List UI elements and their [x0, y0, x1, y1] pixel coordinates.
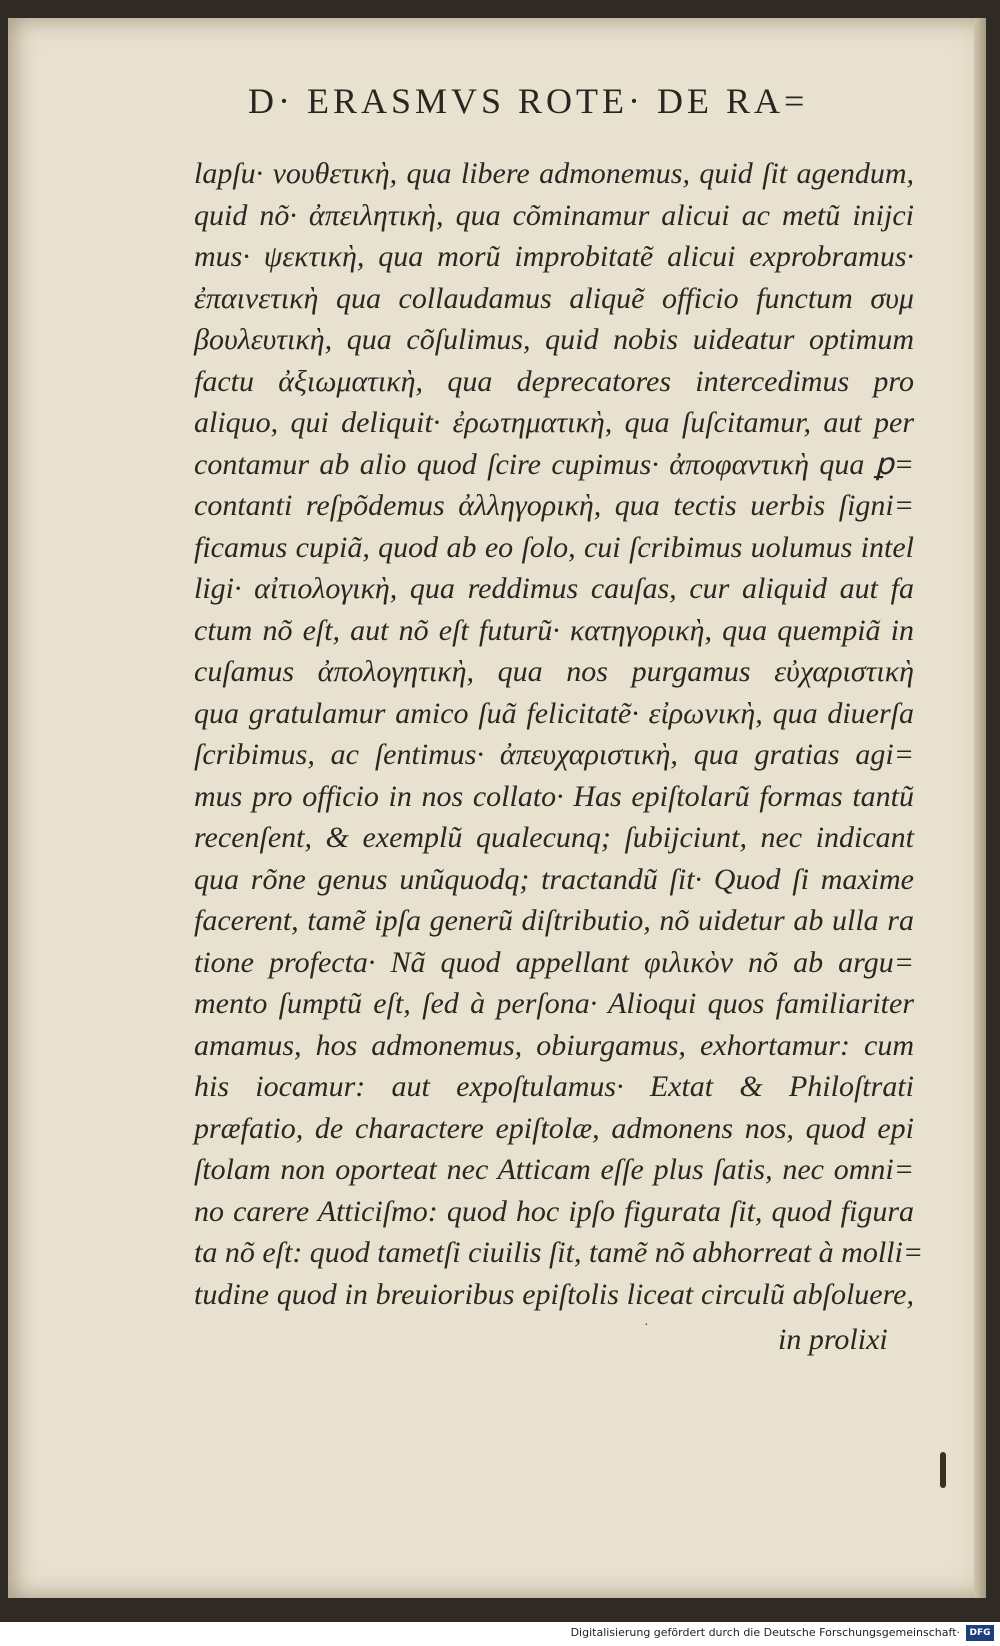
- footer-bar: [0, 1622, 1000, 1646]
- text-block: [194, 153, 924, 1315]
- text-line: βουλευτικὴ, qua cõſulimus, quid nobis uideatur optimum: [194, 323, 914, 356]
- text-line: tione profecta· Nã quod appellant φιλικὸν nõ ab argu=: [194, 945, 914, 979]
- margin-mark: [940, 1452, 946, 1488]
- catchword: in prolixi: [778, 1323, 888, 1356]
- text-line: ficamus cupiã, quod ab eo ſolo, cui ſcribimus uolumus intel: [194, 530, 914, 564]
- text-line: cuſamus ἀπολογητικὴ, qua nos purgamus εὐχαριστικὴ: [194, 655, 914, 688]
- text-line: tudine quod in breuioribus epiſtolis liceat circulũ abſoluere,: [194, 1277, 914, 1311]
- text-line: amamus, hos admonemus, obiurgamus, exhortamur: cum: [194, 1028, 914, 1062]
- text-line: facerent, tamẽ ipſa generũ diſtributio, nõ uidetur ab ulla ra: [194, 904, 914, 937]
- text-line: his iocamur: aut expoſtulamus· Extat & Philoſtrati: [194, 1070, 914, 1103]
- text-line: ta nõ eſt: quod tametſi ciuilis ſit, tamẽ nõ abhorreat à molli=: [194, 1236, 924, 1269]
- page-edge: [974, 18, 986, 1598]
- running-head: D· ERASMVS ROTE· DE RA=: [248, 81, 809, 121]
- text-line: qua gratulamur amico ſuã felicitatẽ· εἰρωνικὴ, qua diuerſa: [194, 696, 914, 730]
- book-page: [8, 18, 986, 1598]
- text-line: lapſu· νουθετικὴ, qua libere admonemus, quid ſit agendum,: [194, 157, 914, 190]
- text-line: contamur ab alio quod ſcire cupimus· ἀποφαντικὴ qua ꝑ=: [194, 447, 914, 481]
- text-line: mento ſumptũ eſt, ſed à perſona· Alioqui quos familiariter: [194, 987, 914, 1020]
- text-line: ſcribimus, ac ſentimus· ἀπευχαριστικὴ, qua gratias agi=: [194, 738, 914, 771]
- text-line: contanti reſpõdemus ἀλληγορικὴ, qua tectis uerbis ſigni=: [194, 489, 914, 522]
- text-line: qua rõne genus unũquodq; tractandũ ſit· Quod ſi maxime: [194, 862, 914, 896]
- text-line: præfatio, de charactere epiſtolæ, admonens nos, quod epi: [194, 1111, 914, 1145]
- text-line: aliquo, qui deliquit· ἐρωτηματικὴ, qua ſuſcitamur, aut per: [194, 406, 914, 439]
- text-line: ctum nõ eſt, aut nõ eſt futurũ· κατηγορικὴ, qua quempiã in: [194, 613, 914, 647]
- signature-mark: ·: [644, 1318, 649, 1333]
- text-line: mus pro officio in nos collato· Has epiſtolarũ formas tantũ: [194, 779, 914, 813]
- text-line: ſtolam non oporteat nec Atticam eſſe plus ſatis, nec omni=: [194, 1153, 914, 1186]
- text-line: ligi· αἰτιολογικὴ, qua reddimus cauſas, cur aliquid aut fa: [194, 572, 914, 605]
- text-line: factu ἀξιωματικὴ, qua deprecatores intercedimus pro: [194, 364, 914, 398]
- text-line: recenſent, & exemplũ qualecunq; ſubijciunt, nec indicant: [194, 821, 914, 854]
- dfg-logo: DFG: [966, 1625, 994, 1641]
- text-line: ἐπαινετικὴ qua collaudamus aliquẽ officio functum συμ: [194, 281, 914, 315]
- text-line: quid nõ· ἀπειλητικὴ, qua cõminamur alicui ac metũ inijci: [194, 198, 914, 232]
- text-line: no carere Atticiſmo: quod hoc ipſo figurata ſit, quod figura: [194, 1194, 914, 1228]
- footer-credit: Digitalisierung gefördert durch die Deutsche Forschungsgemeinschaft·: [570, 1626, 960, 1639]
- text-line: mus· ψεκτικὴ, qua morũ improbitatẽ alicui exprobramus·: [194, 240, 914, 273]
